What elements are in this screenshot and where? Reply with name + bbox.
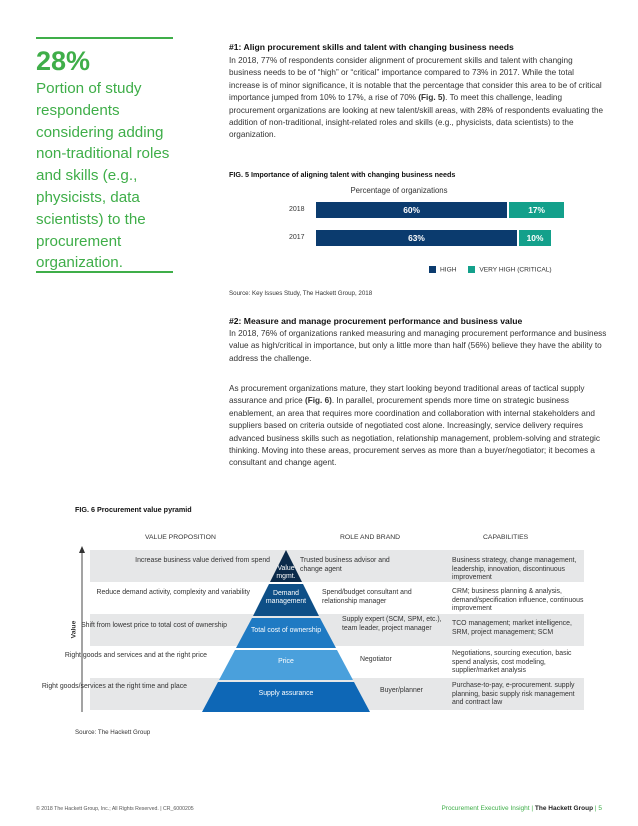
capability-5: Purchase-to-pay, e-procurement. supply planning, basic supply risk management and contract law [452,682,575,707]
chart-legend [429,266,609,273]
footer-publication: Procurement Executive Insight | The Hackett Group | 5 [441,805,602,812]
capability-1: Business strategy, change management, leadership, innovation, discontinuous improvement [452,557,577,582]
legend-swatch-very-high [468,266,475,273]
pyramid-label-price: Price [278,658,294,665]
value-axis-label: Value [70,620,78,639]
sidebar-top-rule [36,37,173,39]
footer-copyright: © 2018 The Hackett Group, Inc.; All Rights Reserved. | CR_6000205 [36,806,194,812]
chart-title: Percentage of organizations [350,186,448,195]
role-brand-4: Negotiator [360,656,392,663]
legend-swatch-high [429,266,436,273]
value-proposition-1: Increase business value derived from spend [135,557,270,564]
fig6-title: FIG. 6 Procurement value pyramid [75,505,192,514]
col-head-capabilities: CAPABILITIES [483,534,529,541]
section2-paragraph1: In 2018, 76% of organizations ranked measuring and managing procurement performance and business value as high/critical in importance, but only a little more than half (56%) believe they have the ability to address the challenge. [229,329,607,363]
value-proposition-2: Reduce demand activity, complexity and variability [96,589,250,596]
section1-paragraph: In 2018, 77% of respondents consider alignment of procurement skills and talent with changing business needs to be of “high” or “critical” importance compared to 73% in 2017. While the total increase is of minor significance, it is notable that the percentage that consider this area to be of critical importance jumped from 10% to 17%, a rise of 70% (Fig. 5). To meet this challenge, leading procurement organizations are looking at new talent/skill areas, with 28% of respondents evaluating the addition of non-traditional, insight-related roles and skills (e.g., physicists, data scientists) to the organization. [229,56,604,140]
sidebar-stat-text: Portion of study respondents considering adding non-traditional roles and skills (e.g., physicists, data scientists) to the procurement organization. [36,80,170,272]
fig5-title: FIG. 5 Importance of aligning talent with changing business needs [229,170,456,179]
capability-2: CRM; business planning & analysis, demand/specification influence, continuous improvement [452,588,584,613]
section2-heading: #2: Measure and manage procurement performance and business value [229,316,523,326]
sidebar-bottom-rule [36,271,173,273]
pyramid-label-supply-assurance: Supply assurance [258,690,314,697]
page-number: 5 [598,805,602,812]
chart-bar-2018-very-high: 17% [509,202,564,218]
section1-heading: #1: Align procurement skills and talent with changing business needs [229,42,514,52]
value-proposition-3: Shift from lowest price to total cost of ownership [81,622,227,629]
col-head-role: ROLE AND BRAND [340,534,401,541]
value-proposition-4: Right goods and services and at the right price [64,652,207,659]
pyramid-label-demand-management: Demand management [265,590,307,606]
role-brand-1: Trusted business advisor and change agent [300,557,390,573]
role-brand-3: Supply expert (SCM, SPM, etc.), team leader, project manager [342,616,442,632]
capability-4: Negotiations, sourcing execution, basic spend analysis, cost modeling, supplier/market analysis [452,650,572,675]
legend-label-very-high: VERY HIGH (CRITICAL) [479,266,552,274]
chart-bar-2017-very-high: 10% [519,230,551,246]
value-proposition-5: Right goods/services at the right time and place [41,683,187,690]
role-brand-2: Spend/budget consultant and relationship manager [322,589,412,605]
fig5-reference: (Fig. 5) [418,93,446,103]
fig5-chart [229,182,609,280]
fig5-source: Source: Key Issues Study, The Hackett Group, 2018 [229,290,373,297]
chart-category-2017: 2017 [289,234,305,241]
chart-bar-2017-high: 63% [316,230,517,246]
col-head-value: VALUE PROPOSITION [145,534,216,541]
chart-bar-2018-high: 60% [316,202,507,218]
pyramid-label-value-mgmt: Value mgmt. [276,565,296,581]
section2-paragraph2: As procurement organizations mature, they start looking beyond traditional areas of tactical supply assurance and price (Fig. 6). In parallel, procurement spends more time on strategic business enablement, an area that requires more coordination and collaboration with internal stakeholders and suppliers based on criteria outside of negotiated cost alone. Increasingly, service delivery requires advanced business skills such as negotiation, relationship management, problem-solving and strategic thinking. Moving into these areas, procurement serves as more than a buyer/negotiator; it becomes a consultant and change agent. [229,384,600,468]
capability-3: TCO management; market intelligence, SRM, project management; SCM [452,620,572,636]
fig6-source: Source: The Hackett Group [75,729,151,736]
legend-label-high: HIGH [440,266,457,274]
sidebar-stat: 28% [36,46,91,76]
role-brand-5: Buyer/planner [380,687,423,694]
fig6-reference: (Fig. 6) [305,396,332,406]
pyramid-label-total-cost: Total cost of ownership [250,627,322,634]
chart-category-2018: 2018 [289,206,305,213]
